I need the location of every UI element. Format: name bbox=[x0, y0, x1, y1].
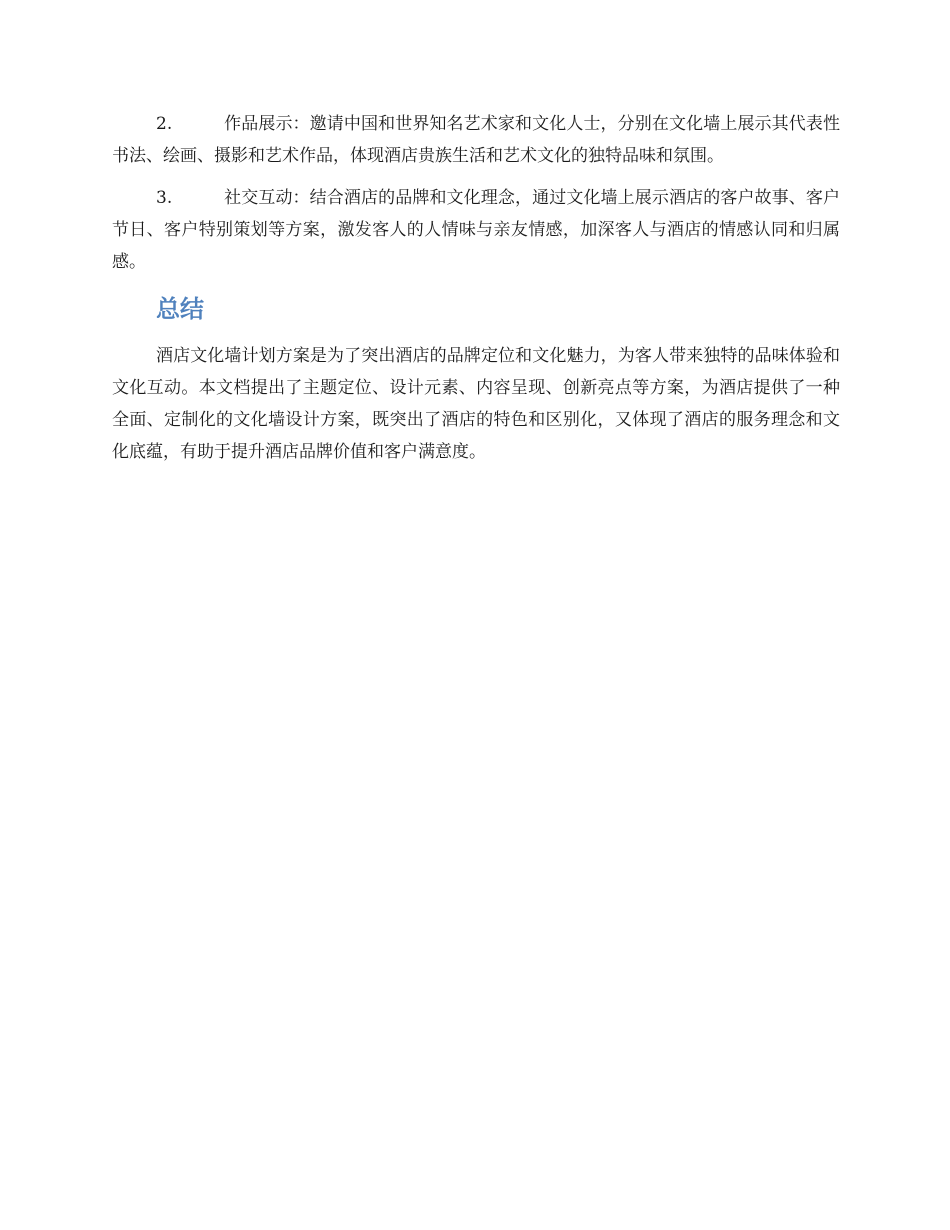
document-page bbox=[112, 108, 840, 468]
list-item-text: 社交互动：结合酒店的品牌和文化理念，通过文化墙上展示酒店的客户故事、客户节日、客户特别策划等方案，激发客人的人情味与亲友情感，加深客人与酒店的情感认同和归属感。 bbox=[112, 188, 840, 272]
list-item-3 bbox=[112, 182, 840, 278]
summary-heading: 总结 bbox=[156, 295, 204, 323]
list-item-text: 作品展示：邀请中国和世界知名艺术家和文化人士，分别在文化墙上展示其代表性书法、绘画、摄影和艺术作品，体现酒店贵族生活和艺术文化的独特品味和氛围。 bbox=[112, 114, 840, 166]
summary-paragraph: 酒店文化墙计划方案是为了突出酒店的品牌定位和文化魅力，为客人带来独特的品味体验和文化互动。本文档提出了主题定位、设计元素、内容呈现、创新亮点等方案，为酒店提供了一种全面、定制化的文化墙设计方案，既突出了酒店的特色和区别化，又体现了酒店的服务理念和文化底蕴，有助于提升酒店品牌价值和客户满意度。 bbox=[112, 346, 840, 462]
list-item-number: 2. bbox=[156, 114, 173, 134]
list-item-2 bbox=[112, 108, 840, 172]
list-item-number: 3. bbox=[156, 188, 173, 208]
